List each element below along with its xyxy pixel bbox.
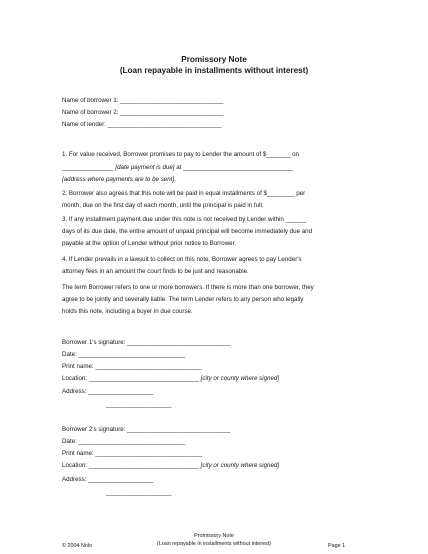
footer-title: Promissory Note (194, 533, 234, 539)
borrower-1-date-field[interactable]: Date: _______________________________ (62, 351, 186, 358)
payment-address-hint: [address where payments are to be sent] (62, 176, 175, 183)
clause-3-line-3: payable at the option of Lender without prior notice to Borrower. (62, 240, 237, 247)
clause-3-line-2: days of its due date, the entire amount of unpaid principal will become immediately due and (62, 228, 313, 235)
due-date-hint: [date payment is due] (115, 164, 175, 171)
lender-name-field[interactable]: Name of lender: _________________________________ (62, 121, 222, 128)
borrower-2-date-field[interactable]: Date: _______________________________ (62, 438, 186, 445)
borrower-1-address-field[interactable]: Address: ___________________ (62, 388, 154, 395)
clause-2-line-2: month, due on the first day of each month, until the principal is paid in full. (62, 202, 264, 209)
terms-line-3: holds this note, including a buyer in due course. (62, 308, 193, 315)
clause-1-line-3 (62, 176, 176, 184)
clause-2-line-1: 2. Borrower also agrees that this note will be paid in equal installments of $________ per (62, 190, 306, 197)
borrower-1-name-field[interactable]: Name of borrower 1: ______________________________ (62, 97, 224, 104)
location-hint: [city or county where signed] (200, 375, 280, 382)
document-title: Promissory Note (181, 55, 247, 64)
borrower-2-signature-field[interactable]: Borrower 2's signature: ______________________________ (62, 426, 231, 433)
footer-copyright: © 2004 Nolo (62, 543, 93, 549)
terms-line-2: agree to be jointly and severally liable. The term Lender refers to any person who legally (62, 296, 304, 303)
footer-subtitle: (Loan repayable in installments without interest) (156, 541, 272, 547)
borrower-1-print-name-field[interactable]: Print name: _______________________________ (62, 363, 203, 370)
borrower-1-location-field[interactable] (62, 375, 279, 383)
borrower-2-location-field[interactable] (62, 462, 279, 470)
borrower-2-address-field-2[interactable]: ___________________ (106, 489, 172, 496)
document-subtitle: (Loan repayable in installments without interest) (119, 66, 309, 75)
borrower-1-address-field-2[interactable]: ___________________ (106, 401, 172, 408)
borrower-2-print-name-field[interactable]: Print name: _______________________________ (62, 450, 203, 457)
location-blank[interactable]: Location: ________________________________ (62, 375, 201, 382)
terms-line-1: The term Borrower refers to one or more borrowers. If there is more than one borrower, they (62, 284, 314, 291)
clause-1-line-1: 1. For value received, Borrower promises to pay to Lender the amount of $_______ on (62, 151, 299, 158)
clause-4-line-2: attorney fees in an amount the court finds to be just and reasonable. (62, 268, 249, 275)
footer-page-number: Page 1 (328, 543, 346, 549)
due-date-blank[interactable]: _______________ (62, 164, 114, 171)
borrower-2-name-field[interactable]: Name of borrower 2: ______________________________ (62, 109, 224, 116)
payment-address-blank[interactable]: at ________________________________ (174, 164, 294, 171)
clause-1-line-2 (62, 164, 293, 172)
borrower-1-signature-field[interactable]: Borrower 1's signature: ______________________________ (62, 339, 231, 346)
location-hint: [city or county where signed] (200, 462, 280, 469)
period: . (174, 176, 176, 183)
location-blank[interactable]: Location: ________________________________ (62, 462, 201, 469)
clause-4-line-1: 4. If Lender prevails in a lawsuit to collect on this note, Borrower agrees to pay Lender's (62, 256, 302, 263)
clause-3-line-1: 3. If any installment payment due under this note is not received by Lender within ______ (62, 216, 307, 223)
borrower-2-address-field[interactable]: Address: ___________________ (62, 476, 154, 483)
